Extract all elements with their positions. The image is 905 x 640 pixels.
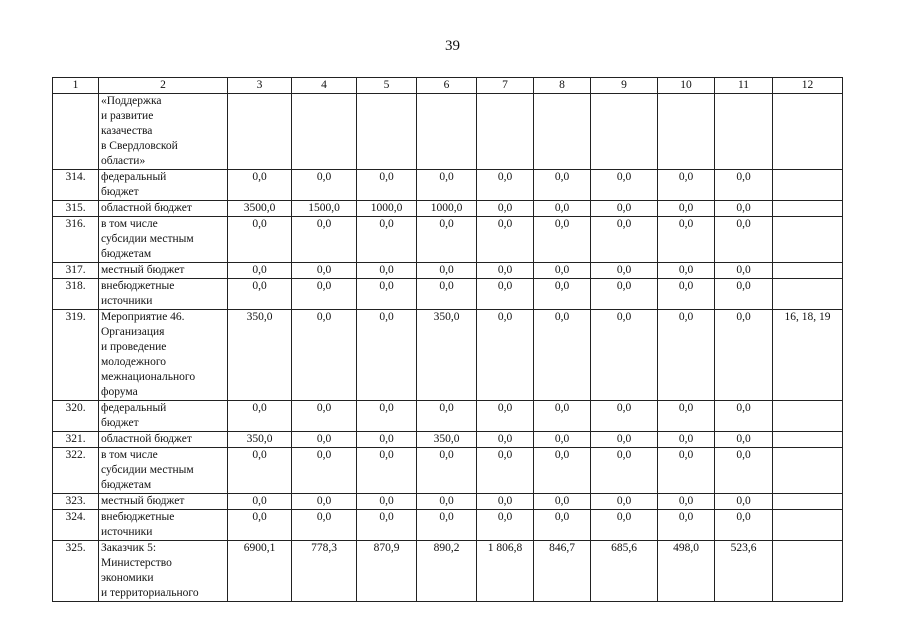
target-indicators-cell: [773, 494, 843, 510]
row-name-line: казачества: [101, 125, 153, 137]
row-name-line: федеральный: [101, 171, 167, 183]
row-name-line: внебюджетные: [101, 280, 175, 292]
table-row: [53, 448, 843, 494]
value-cell: 0,0: [477, 263, 534, 279]
value-cell: 0,0: [591, 494, 658, 510]
row-name-line: Министерство: [101, 557, 172, 569]
row-name-line: в том числе: [101, 218, 158, 230]
value-cell: 0,0: [477, 217, 534, 263]
budget-table: [52, 77, 843, 602]
target-indicators-cell: [773, 170, 843, 201]
value-cell: 0,0: [715, 448, 773, 494]
row-name: [99, 279, 228, 310]
row-number: 321.: [53, 432, 99, 448]
value-cell: 0,0: [292, 279, 357, 310]
value-cell: 0,0: [534, 170, 591, 201]
value-cell: [477, 94, 534, 170]
value-cell: [417, 94, 477, 170]
row-number: 324.: [53, 510, 99, 541]
row-name-line: Организация: [101, 326, 165, 338]
value-cell: 846,7: [534, 541, 591, 602]
value-cell: 498,0: [658, 541, 715, 602]
value-cell: 778,3: [292, 541, 357, 602]
value-cell: 1000,0: [357, 201, 417, 217]
value-cell: 0,0: [591, 217, 658, 263]
table-row: [53, 541, 843, 602]
table-row: [53, 94, 843, 170]
table-row: [53, 170, 843, 201]
value-cell: 0,0: [715, 263, 773, 279]
row-name-line: бюджетам: [101, 248, 152, 260]
row-name-line: федеральный: [101, 402, 167, 414]
value-cell: 0,0: [534, 432, 591, 448]
row-name-line: в Свердловской: [101, 140, 178, 152]
value-cell: 0,0: [357, 217, 417, 263]
value-cell: 0,0: [477, 279, 534, 310]
value-cell: [534, 94, 591, 170]
row-name: [99, 94, 228, 170]
value-cell: 0,0: [357, 432, 417, 448]
value-cell: 0,0: [228, 510, 292, 541]
value-cell: 0,0: [477, 201, 534, 217]
value-cell: 0,0: [357, 263, 417, 279]
value-cell: 0,0: [591, 170, 658, 201]
column-header: 10: [658, 78, 715, 94]
value-cell: 0,0: [292, 263, 357, 279]
value-cell: 1000,0: [417, 201, 477, 217]
row-number: 325.: [53, 541, 99, 602]
value-cell: 350,0: [417, 432, 477, 448]
value-cell: 0,0: [228, 401, 292, 432]
row-name: [99, 448, 228, 494]
value-cell: 0,0: [715, 170, 773, 201]
target-indicators-cell: [773, 279, 843, 310]
value-cell: 0,0: [228, 494, 292, 510]
target-indicators-cell: [773, 94, 843, 170]
value-cell: 0,0: [658, 510, 715, 541]
value-cell: 0,0: [715, 494, 773, 510]
value-cell: [357, 94, 417, 170]
target-indicators-cell: [773, 448, 843, 494]
value-cell: 0,0: [534, 201, 591, 217]
row-name: [99, 494, 228, 510]
value-cell: 0,0: [417, 448, 477, 494]
value-cell: 0,0: [658, 217, 715, 263]
target-indicators-cell: [773, 432, 843, 448]
row-name-line: областной бюджет: [101, 433, 192, 445]
value-cell: 0,0: [534, 217, 591, 263]
table-row: [53, 217, 843, 263]
value-cell: 0,0: [357, 170, 417, 201]
column-header: 6: [417, 78, 477, 94]
target-indicators-cell: [773, 217, 843, 263]
row-number: 315.: [53, 201, 99, 217]
value-cell: 3500,0: [228, 201, 292, 217]
row-number: 318.: [53, 279, 99, 310]
value-cell: 0,0: [417, 217, 477, 263]
value-cell: 0,0: [591, 401, 658, 432]
row-name: [99, 201, 228, 217]
row-name: [99, 401, 228, 432]
row-name-line: и развитие: [101, 110, 154, 122]
value-cell: 0,0: [534, 494, 591, 510]
value-cell: 1500,0: [292, 201, 357, 217]
row-name-line: Заказчик 5:: [101, 542, 157, 554]
value-cell: 0,0: [477, 401, 534, 432]
column-header: 1: [53, 78, 99, 94]
target-indicators-cell: 16, 18, 19: [773, 310, 843, 401]
column-header: 11: [715, 78, 773, 94]
row-name-line: областной бюджет: [101, 202, 192, 214]
value-cell: 0,0: [658, 494, 715, 510]
value-cell: 0,0: [417, 401, 477, 432]
row-name-line: межнационального: [101, 371, 196, 383]
column-header: 3: [228, 78, 292, 94]
value-cell: 0,0: [292, 217, 357, 263]
value-cell: 0,0: [591, 310, 658, 401]
value-cell: 0,0: [534, 279, 591, 310]
row-name-line: субсидии местным: [101, 233, 194, 245]
column-header: 5: [357, 78, 417, 94]
value-cell: 0,0: [477, 494, 534, 510]
value-cell: 0,0: [534, 310, 591, 401]
value-cell: 0,0: [591, 263, 658, 279]
value-cell: 0,0: [477, 170, 534, 201]
value-cell: 870,9: [357, 541, 417, 602]
value-cell: 0,0: [658, 448, 715, 494]
value-cell: 0,0: [715, 201, 773, 217]
row-name-line: источники: [101, 295, 153, 307]
row-name-line: внебюджетные: [101, 511, 175, 523]
value-cell: 0,0: [715, 310, 773, 401]
column-header: 2: [99, 78, 228, 94]
value-cell: 0,0: [228, 263, 292, 279]
row-name-line: в том числе: [101, 449, 158, 461]
value-cell: 350,0: [228, 310, 292, 401]
value-cell: [591, 94, 658, 170]
table-row: [53, 494, 843, 510]
value-cell: 0,0: [477, 310, 534, 401]
value-cell: 0,0: [658, 279, 715, 310]
value-cell: 0,0: [477, 510, 534, 541]
value-cell: 0,0: [591, 448, 658, 494]
value-cell: 0,0: [417, 510, 477, 541]
target-indicators-cell: [773, 201, 843, 217]
row-name-line: субсидии местным: [101, 464, 194, 476]
row-name: [99, 310, 228, 401]
row-name-line: местный бюджет: [101, 495, 185, 507]
table-row: [53, 310, 843, 401]
row-name-line: местный бюджет: [101, 264, 185, 276]
row-name-line: области»: [101, 155, 146, 167]
value-cell: 0,0: [417, 494, 477, 510]
value-cell: 523,6: [715, 541, 773, 602]
row-number: 320.: [53, 401, 99, 432]
target-indicators-cell: [773, 401, 843, 432]
row-name: [99, 432, 228, 448]
row-number: 316.: [53, 217, 99, 263]
value-cell: 0,0: [357, 401, 417, 432]
value-cell: 350,0: [417, 310, 477, 401]
value-cell: 1 806,8: [477, 541, 534, 602]
value-cell: [715, 94, 773, 170]
row-number: 322.: [53, 448, 99, 494]
page-number: 39: [445, 38, 460, 54]
value-cell: 0,0: [228, 448, 292, 494]
column-header: 8: [534, 78, 591, 94]
header-row: [53, 78, 843, 94]
row-name-line: бюджетам: [101, 479, 152, 491]
value-cell: 0,0: [591, 510, 658, 541]
target-indicators-cell: [773, 263, 843, 279]
row-name: [99, 217, 228, 263]
value-cell: 0,0: [715, 279, 773, 310]
value-cell: 0,0: [715, 217, 773, 263]
value-cell: 0,0: [658, 432, 715, 448]
column-header: 12: [773, 78, 843, 94]
value-cell: 0,0: [292, 494, 357, 510]
value-cell: 0,0: [715, 510, 773, 541]
value-cell: 0,0: [292, 401, 357, 432]
value-cell: 0,0: [658, 401, 715, 432]
value-cell: 0,0: [357, 494, 417, 510]
target-indicators-cell: [773, 541, 843, 602]
value-cell: 0,0: [534, 401, 591, 432]
value-cell: 0,0: [534, 448, 591, 494]
value-cell: 0,0: [658, 170, 715, 201]
value-cell: 0,0: [357, 510, 417, 541]
row-name-line: и проведение: [101, 341, 167, 353]
value-cell: 0,0: [417, 279, 477, 310]
column-header: 7: [477, 78, 534, 94]
value-cell: 0,0: [357, 310, 417, 401]
value-cell: 0,0: [477, 448, 534, 494]
value-cell: 0,0: [228, 217, 292, 263]
value-cell: [658, 94, 715, 170]
row-name: [99, 263, 228, 279]
value-cell: 0,0: [357, 448, 417, 494]
value-cell: 0,0: [292, 170, 357, 201]
value-cell: 0,0: [534, 510, 591, 541]
row-name-line: бюджет: [101, 186, 139, 198]
value-cell: 0,0: [292, 310, 357, 401]
value-cell: 685,6: [591, 541, 658, 602]
value-cell: 0,0: [591, 201, 658, 217]
value-cell: 0,0: [658, 310, 715, 401]
column-header: 4: [292, 78, 357, 94]
value-cell: [292, 94, 357, 170]
value-cell: 890,2: [417, 541, 477, 602]
row-name-line: и территориального: [101, 587, 199, 599]
value-cell: 0,0: [591, 279, 658, 310]
value-cell: [228, 94, 292, 170]
value-cell: 0,0: [228, 170, 292, 201]
table-row: [53, 201, 843, 217]
row-number: 314.: [53, 170, 99, 201]
row-number: 323.: [53, 494, 99, 510]
value-cell: 0,0: [715, 401, 773, 432]
value-cell: 350,0: [228, 432, 292, 448]
value-cell: 0,0: [417, 263, 477, 279]
row-number: 317.: [53, 263, 99, 279]
row-name-line: бюджет: [101, 417, 139, 429]
row-name: [99, 170, 228, 201]
target-indicators-cell: [773, 510, 843, 541]
table-row: [53, 279, 843, 310]
row-name-line: молодежного: [101, 356, 167, 368]
row-name: [99, 510, 228, 541]
table-row: [53, 401, 843, 432]
row-name-line: Мероприятие 46.: [101, 311, 185, 323]
value-cell: 0,0: [591, 432, 658, 448]
value-cell: 0,0: [292, 432, 357, 448]
row-number: 319.: [53, 310, 99, 401]
table-row: [53, 263, 843, 279]
row-name-line: источники: [101, 526, 153, 538]
value-cell: 0,0: [658, 263, 715, 279]
value-cell: 0,0: [417, 170, 477, 201]
value-cell: 0,0: [357, 279, 417, 310]
value-cell: 0,0: [658, 201, 715, 217]
column-header: 9: [591, 78, 658, 94]
row-number: [53, 94, 99, 170]
value-cell: 0,0: [292, 448, 357, 494]
row-name-line: «Поддержка: [101, 95, 162, 107]
row-name-line: экономики: [101, 572, 154, 584]
value-cell: 0,0: [477, 432, 534, 448]
table-row: [53, 432, 843, 448]
value-cell: 0,0: [534, 263, 591, 279]
row-name: [99, 541, 228, 602]
value-cell: 0,0: [292, 510, 357, 541]
value-cell: 0,0: [228, 279, 292, 310]
value-cell: 6900,1: [228, 541, 292, 602]
value-cell: 0,0: [715, 432, 773, 448]
table-row: [53, 510, 843, 541]
row-name-line: форума: [101, 386, 138, 398]
